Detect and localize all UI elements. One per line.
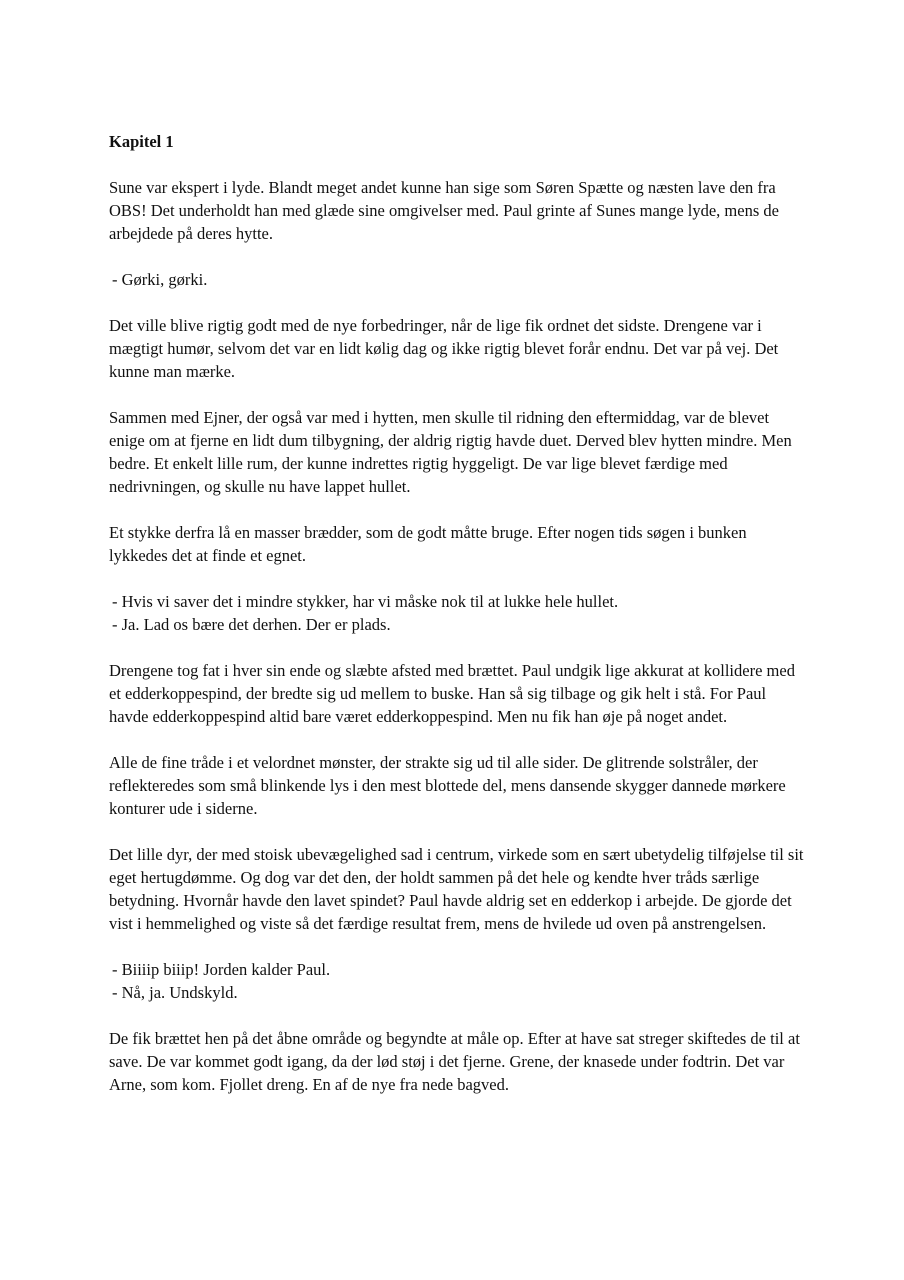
paragraph-6: Alle de fine tråde i et velordnet mønster, der strakte sig ud til alle sider. De glitrende solstråler, der reflekteredes som små blinkende lys i den mest blottede del, mens dansende skygger dannede mørkere konturer ude i siderne.: [109, 753, 786, 818]
paragraph-7: Det lille dyr, der med stoisk ubevægelighed sad i centrum, virkede som en sært ubetydelig tilføjelse til sit eget hertugdømme. Og dog var det den, der holdt sammen på det hele og kendte hver tråds særlige betydning. Hvornår havde den lavet spindet? Paul havde aldrig set en edderkop i arbejde. De gjorde det vist i hemmelighed og viste så det færdige resultat frem, mens de hvilede ud oven på anstrengelsen.: [109, 845, 804, 933]
paragraph-5: Drengene tog fat i hver sin ende og slæbte afsted med brættet. Paul undgik lige akkurat at kollidere med et edderkoppespind, der bredte sig ud mellem to buske. Han så sig tilbage og gik helt i stå. For Paul havde edderkoppespind altid bare været edderkoppespind. Men nu fik han øje på noget andet.: [109, 661, 795, 726]
paragraph-2: Det ville blive rigtig godt med de nye forbedringer, når de lige fik ordnet det sidste. Drengene var i mægtigt humør, selvom det var en lidt kølig dag og ikke rigtig blevet forår endnu. Det var på vej. Det kunne man mærke.: [109, 316, 779, 381]
dialogue-2: [109, 590, 804, 636]
dialogue-line: - Nå, ja. Undskyld.: [112, 983, 238, 1002]
dialogue-1: [109, 268, 804, 291]
chapter-title: Kapitel 1: [109, 132, 174, 151]
paragraph-1: Sune var ekspert i lyde. Blandt meget andet kunne han sige som Søren Spætte og næsten lave den fra OBS! Det underholdt han med glæde sine omgivelser med. Paul grinte af Sunes mange lyde, mens de arbejdede på deres hytte.: [109, 178, 779, 243]
dialogue-line: - Biiiip biiip! Jorden kalder Paul.: [112, 960, 331, 979]
dialogue-3: [109, 958, 804, 1004]
paragraph-4: Et stykke derfra lå en masser brædder, som de godt måtte bruge. Efter nogen tids søgen i bunken lykkedes det at finde et egnet.: [109, 523, 747, 565]
paragraph-8: De fik brættet hen på det åbne område og begyndte at måle op. Efter at have sat streger skiftedes de til at save. De var kommet godt igang, da der lød støj i det fjerne. Grene, der knasede under fodtrin. Det var Arne, som kom. Fjollet dreng. En af de nye fra nede bagved.: [109, 1029, 800, 1094]
dialogue-line: - Gørki, gørki.: [112, 270, 208, 289]
paragraph-3: Sammen med Ejner, der også var med i hytten, men skulle til ridning den eftermiddag, var de blevet enige om at fjerne en lidt dum tilbygning, der aldrig rigtig havde duet. Derved blev hytten mindre. Men bedre. Et enkelt lille rum, der kunne indrettes rigtig hyggeligt. De var lige blevet færdige med nedrivningen, og skulle nu have lappet hullet.: [109, 408, 792, 496]
dialogue-line: - Ja. Lad os bære det derhen. Der er plads.: [112, 615, 391, 634]
dialogue-line: - Hvis vi saver det i mindre stykker, har vi måske nok til at lukke hele hullet.: [112, 592, 619, 611]
